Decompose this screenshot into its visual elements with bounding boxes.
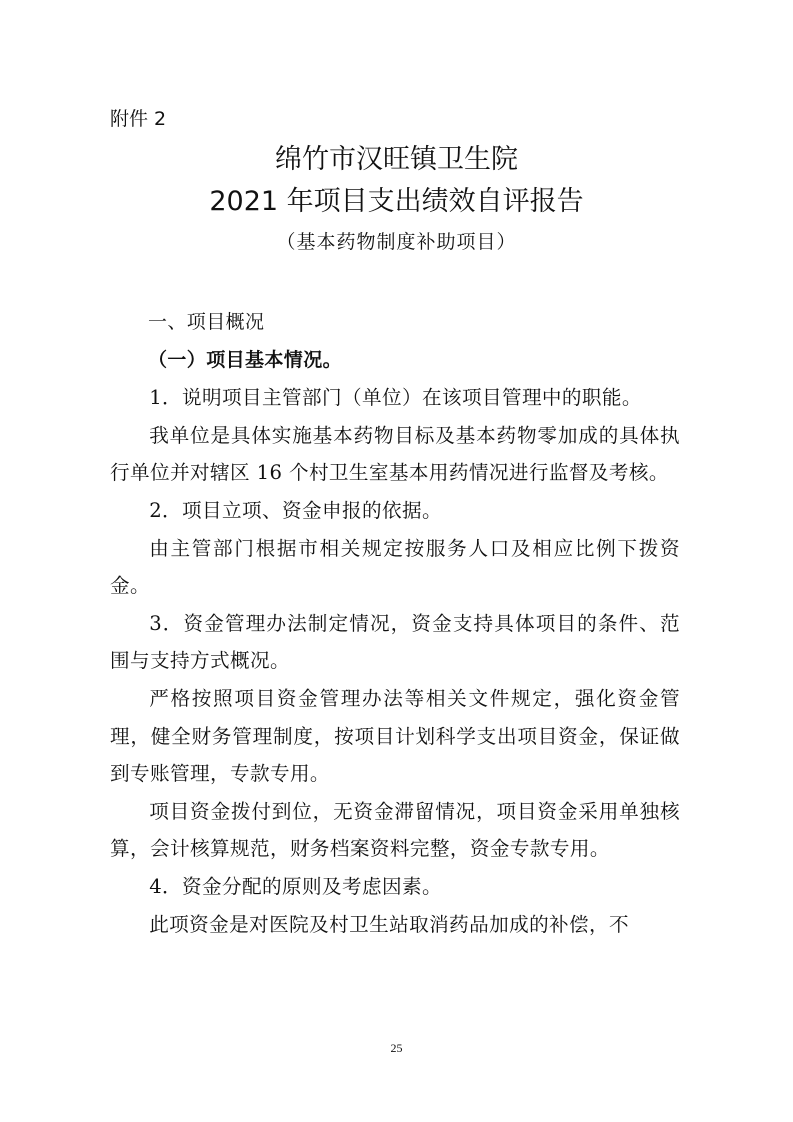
paragraph-item1-body: 我单位是具体实施基本药物目标及基本药物零加成的具体执行单位并对辖区 16 个村卫生室基本用药情况进行监督及考核。 bbox=[110, 423, 680, 485]
subsection-heading-basic-info: （一）项目基本情况。 bbox=[148, 348, 343, 371]
document-title-line1: 绵竹市汉旺镇卫生院 bbox=[275, 144, 518, 175]
paragraph-item4-body: 此项资金是对医院及村卫生站取消药品加成的补偿，不 bbox=[149, 912, 630, 936]
paragraph-item3-body: 严格按照项目资金管理办法等相关文件规定，强化资金管理，健全财务管理制度，按项目计划科学支出项目资金，保证做到专账管理，专款专用。 bbox=[110, 686, 680, 786]
paragraph-item4-title: 4．资金分配的原则及考虑因素。 bbox=[149, 874, 442, 898]
paragraph-item2-body: 由主管部门根据市相关规定按服务人口及相应比例下拨资金。 bbox=[110, 536, 680, 598]
paragraph-item1-title: 1．说明项目主管部门（单位）在该项目管理中的职能。 bbox=[149, 386, 642, 410]
document-title-line2: 2021 年项目支出绩效自评报告 bbox=[209, 186, 584, 217]
attachment-label: 附件 2 bbox=[110, 108, 167, 130]
document-subtitle: （基本药物制度补助项目） bbox=[276, 231, 517, 253]
section-heading-overview: 一、项目概况 bbox=[148, 311, 265, 333]
document-body bbox=[110, 304, 680, 943]
paragraph-item3-body2: 项目资金拨付到位，无资金滞留情况，项目资金采用单独核算，会计核算规范，财务档案资料完整，资金专款专用。 bbox=[110, 799, 680, 861]
paragraph-item3-title: 3．资金管理办法制定情况，资金支持具体项目的条件、范围与支持方式概况。 bbox=[110, 611, 680, 673]
paragraph-item2-title: 2．项目立项、资金申报的依据。 bbox=[149, 498, 442, 522]
page-number: 25 bbox=[390, 1041, 403, 1055]
